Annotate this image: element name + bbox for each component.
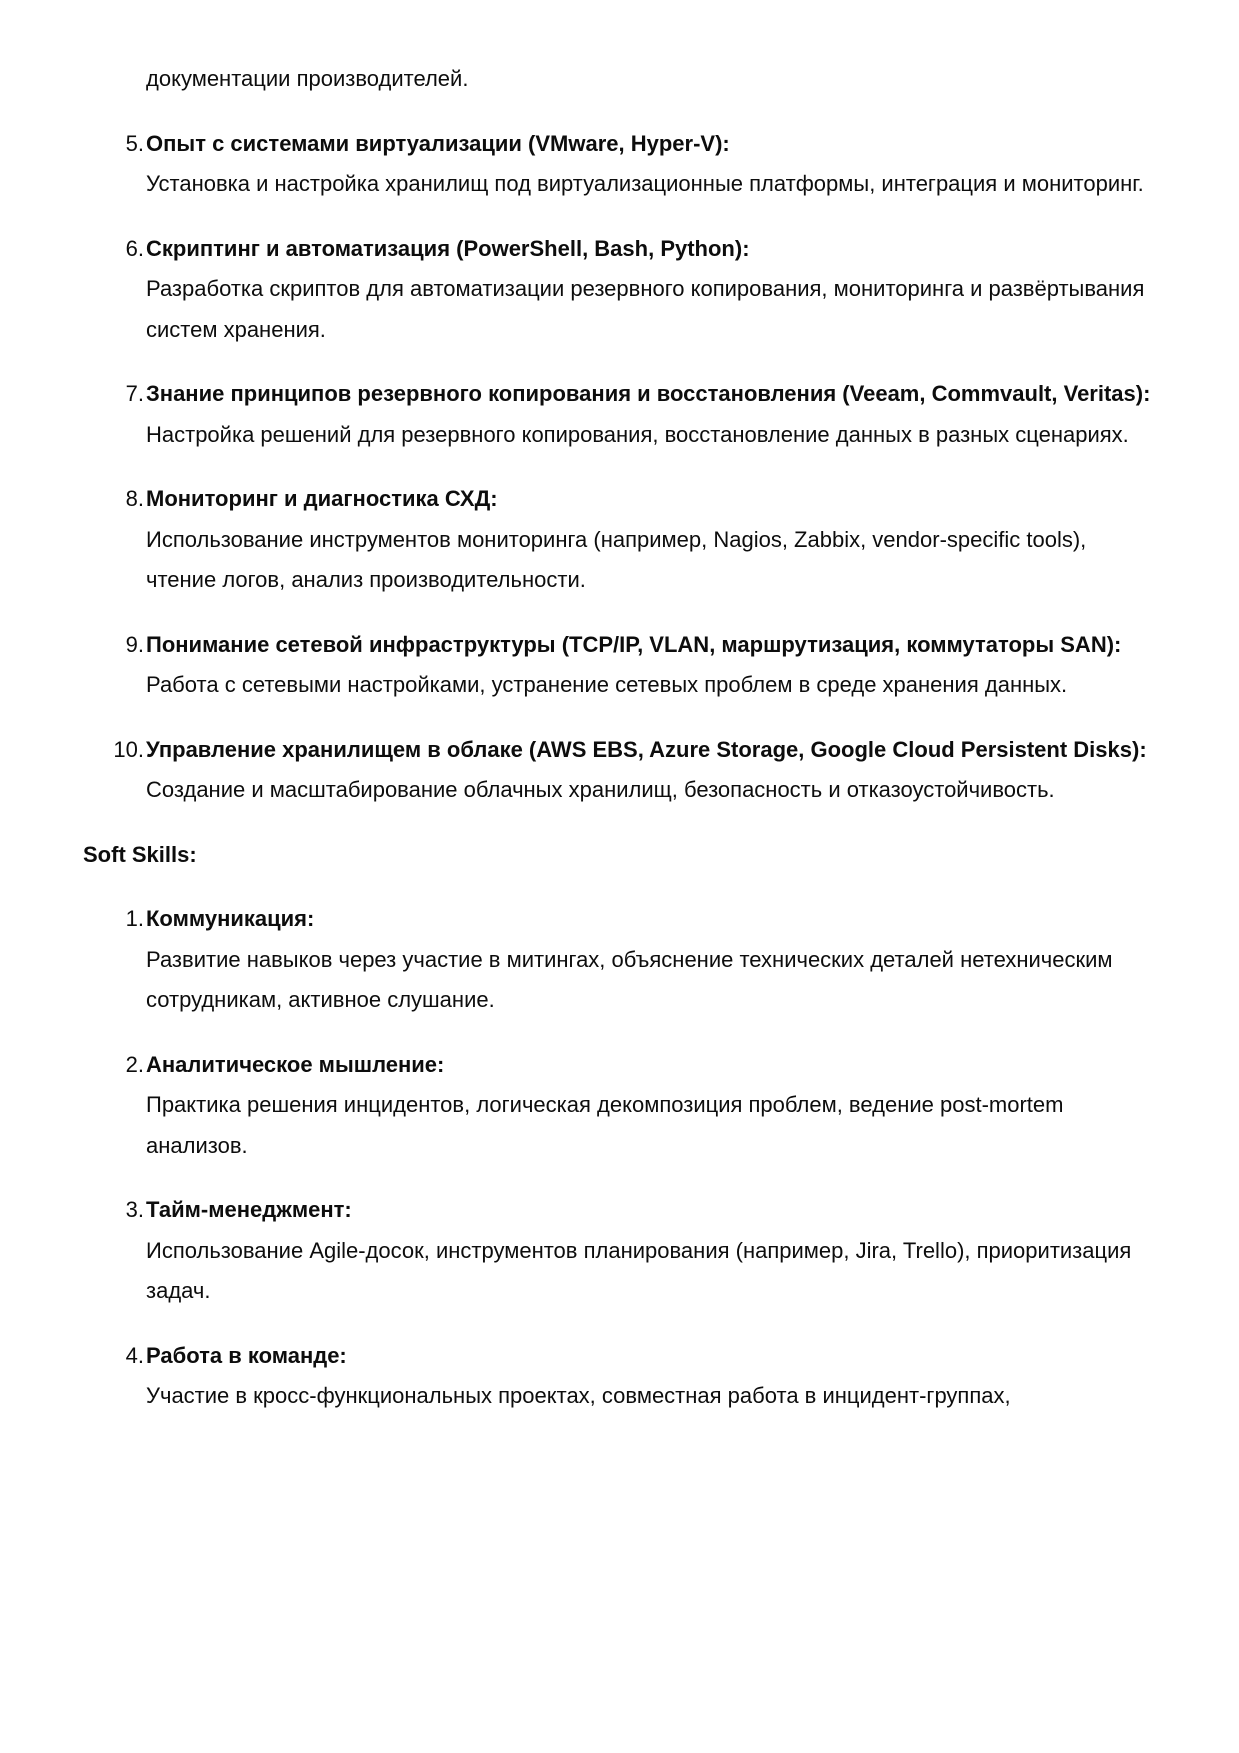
item-body: Использование Agile-досок, инструментов планирования (например, Jira, Trello), приоритизация задач. (146, 1237, 1132, 1303)
list-item (83, 229, 1158, 351)
list-item (83, 124, 1158, 205)
soft-skills-list (83, 899, 1158, 1417)
list-item (83, 1190, 1158, 1312)
item-body: Развитие навыков через участие в митингах, объяснение технических деталей нетехническим сотрудникам, активное слушание. (146, 946, 1113, 1012)
hard-skills-list (83, 124, 1158, 811)
item-number: 5. (125, 130, 144, 156)
item-title: Аналитическое мышление: (146, 1051, 445, 1077)
item-number: 6. (125, 235, 144, 261)
list-item (83, 730, 1158, 811)
item-title: Коммуникация: (146, 906, 315, 931)
item-body: Практика решения инцидентов, логическая декомпозиция проблем, ведение post-mortem анализов. (146, 1092, 1064, 1158)
item-body: Работа с сетевыми настройками, устранение сетевых проблем в среде хранения данных. (146, 672, 1068, 697)
list-item (83, 374, 1158, 455)
item-body: Участие в кросс-функциональных проектах, совместная работа в инцидент-группах, (146, 1383, 1011, 1408)
item-title: Знание принципов резервного копирования и восстановления (Veeam, Commvault, Veritas): (146, 381, 1151, 406)
item-number: 2. (125, 1051, 144, 1077)
item-title: Мониторинг и диагностика СХД: (146, 486, 498, 511)
item-title: Опыт с системами виртуализации (VMware, Hyper-V): (146, 130, 730, 156)
item-number: 8. (125, 486, 144, 511)
item-number: 9. (125, 631, 144, 657)
document (83, 59, 1158, 1417)
soft-skills-heading: Soft Skills: (83, 841, 197, 867)
list-item (83, 625, 1158, 706)
item-number: 7. (125, 381, 144, 406)
item-title: Скриптинг и автоматизация (PowerShell, Bash, Python): (146, 235, 750, 261)
item-title: Понимание сетевой инфраструктуры (TCP/IP, VLAN, маршрутизация, коммутаторы SAN): (146, 631, 1122, 657)
item-title: Работа в команде: (146, 1342, 347, 1368)
item-body: Создание и масштабирование облачных хранилищ, безопасность и отказоустойчивость. (146, 777, 1055, 802)
item-body: Настройка решений для резервного копирования, восстановление данных в разных сценариях. (146, 421, 1129, 447)
item-body: Установка и настройка хранилищ под виртуализационные платформы, интеграция и мониторинг. (146, 171, 1144, 196)
item-body: Разработка скриптов для автоматизации резервного копирования, мониторинга и развёртывания систем хранения. (146, 276, 1145, 342)
list-item (83, 1336, 1158, 1417)
item-title: Управление хранилищем в облаке (AWS EBS, Azure Storage, Google Cloud Persistent Disks): (146, 736, 1147, 762)
continuation-text: документации производителей. (146, 66, 469, 91)
list-item (83, 1045, 1158, 1167)
list-item (83, 899, 1158, 1021)
list-item (83, 479, 1158, 601)
item-number: 3. (125, 1197, 144, 1222)
item-number: 4. (125, 1342, 144, 1368)
item-body: Использование инструментов мониторинга (например, Nagios, Zabbix, vendor-specific tools), чтение логов, анализ производительности. (146, 526, 1087, 592)
item-number: 10. (113, 736, 144, 762)
item-number: 1. (125, 906, 144, 931)
item-title: Тайм-менеджмент: (146, 1197, 352, 1222)
